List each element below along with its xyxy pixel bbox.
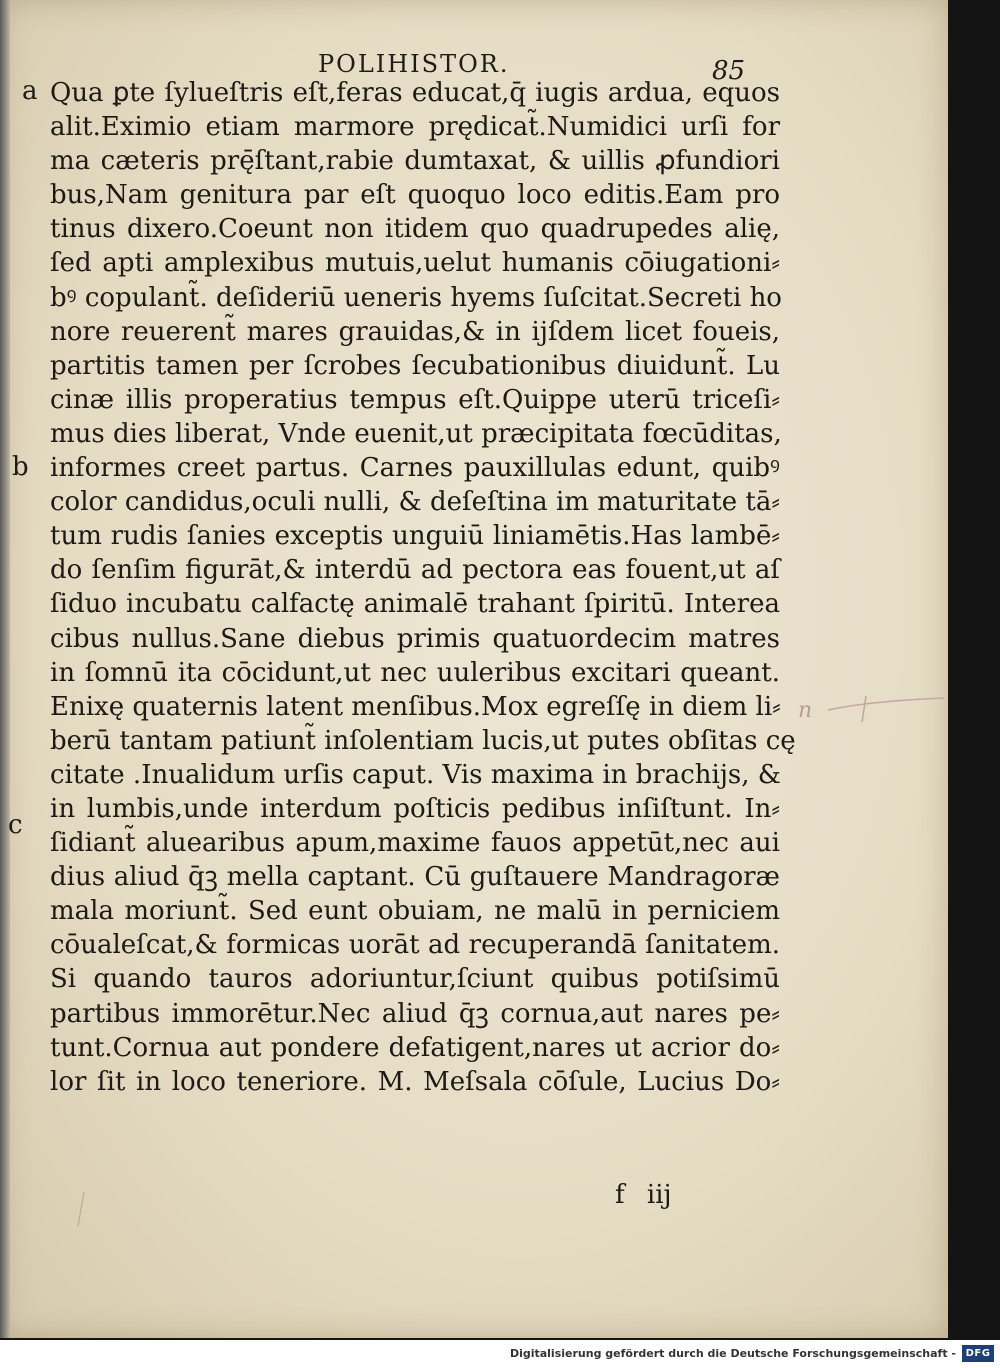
text-line: tum rudis ſanies exceptis unguiū liniamētis.Has lambē⸗ [50, 521, 780, 552]
text-line: cōualeſcat,& formicas uorāt ad recuperandā ſanitatem. [50, 930, 780, 961]
text-line: tunt.Cornua aut pondere defatigent,nares ut acrior do⸗ [50, 1032, 780, 1063]
text-line: nore reuerent̃ mares grauidas,& in ijſdem licet foueis, [50, 316, 780, 347]
text-line: lor ſit in loco teneriore. M. Meſsala cōſule, Lucius Do⸗ [50, 1066, 780, 1097]
text-line: ma cæteris prę̄ſtant,rabie dumtaxat, & uillis ꝓfundiori [50, 146, 780, 177]
dfg-logo: DFG [962, 1345, 994, 1362]
text-line: alit.Eximio etiam marmore prędicat̃.Numidici urſi for [50, 112, 780, 143]
running-head: POLIHISTOR. [318, 50, 510, 78]
text-line: informes creet partus. Carnes pauxillulas edunt, quibꝰ [50, 453, 780, 484]
text-line: ſidiant̃ aluearibus apum,maxime fauos appetūt,nec aui [50, 828, 780, 859]
text-line: cinæ illis properatius tempus eſt.Quippe uterū triceſi⸗ [50, 384, 780, 415]
margin-note-a: a [22, 76, 38, 106]
page-spine-shadow [0, 0, 10, 1338]
text-line: ſed apti amplexibus mutuis,uelut humanis cōiugationi⸗ [50, 248, 780, 279]
text-line: partibus immorētur.Nec aliud q̄ꝫ cornua,aut nares pe⸗ [50, 998, 780, 1029]
funding-credit: Digitalisierung gefördert durch die Deutsche Forschungsgemeinschaft - [509, 1347, 956, 1360]
text-line: partitis tamen per ſcrobes ſecubationibus diuidunt̃. Lu [50, 350, 780, 381]
text-line: dius aliud q̄ꝫ mella captant. Cū guſtauere Mandragoræ [50, 862, 780, 893]
text-line: Enixę quaternis latent menſibus.Mox egreſſę in diem li⸗ [50, 691, 781, 722]
paper-speck [70, 1190, 90, 1230]
text-line: citate .Inualidum urſis caput. Vis maxima in brachijs, & [50, 759, 781, 790]
text-line: do ſenſim figurāt,& interdū ad pectora eas fouent,ut aſ [50, 555, 780, 586]
text-line: Si quando tauros adoriuntur,ſciunt quibus potiſsimū [50, 964, 780, 995]
text-line: in ſomnū ita cōcidunt,ut nec uuleribus excitari queant. [50, 657, 780, 688]
text-line: ſiduo incubatu calfactę animalē trahant ſpiritū. Interea [50, 589, 780, 620]
margin-note-c: c [8, 810, 23, 840]
text-line: mala moriunt̃. Sed eunt obuiam, ne malū in perniciem [50, 896, 780, 927]
footer-bar [0, 1340, 1000, 1368]
text-line: cibus nullus.Sane diebus primis quatuordecim matres [50, 623, 780, 654]
folio-number: 85 [712, 56, 746, 86]
text-line: bꝰ copulant̃. deſideriū ueneris hyems ſuſcitat.Secreti ho [50, 282, 782, 313]
pencil-stroke-mark [826, 694, 946, 724]
text-line: in lumbis,unde interdum poſticis pedibus inſiſtunt. In⸗ [50, 793, 780, 824]
text-line: bus,Nam genitura par eſt quoquo loco editis.Eam pro [50, 180, 780, 211]
body-text [50, 76, 796, 1099]
text-line: berū tantam patiunt̃ inſolentiam lucis,ut putes obſitas cę [50, 725, 796, 756]
text-line: Qua ꝑte ſylueſtris eſt,feras educat,q̄ iugis ardua, equos [50, 78, 780, 108]
text-line: tinus dixero.Coeunt non itidem quo quadrupedes alię, [50, 214, 780, 245]
text-line: mus dies liberat, Vnde euenit,ut præcipitata fœcūditas, [50, 418, 782, 449]
text-line: color candidus,oculi nulli, & deſeſtina im maturitate tā⸗ [50, 487, 780, 518]
margin-note-b: b [12, 452, 29, 482]
pencil-annotation: n [798, 698, 813, 723]
signature-mark: f iij [615, 1180, 672, 1210]
